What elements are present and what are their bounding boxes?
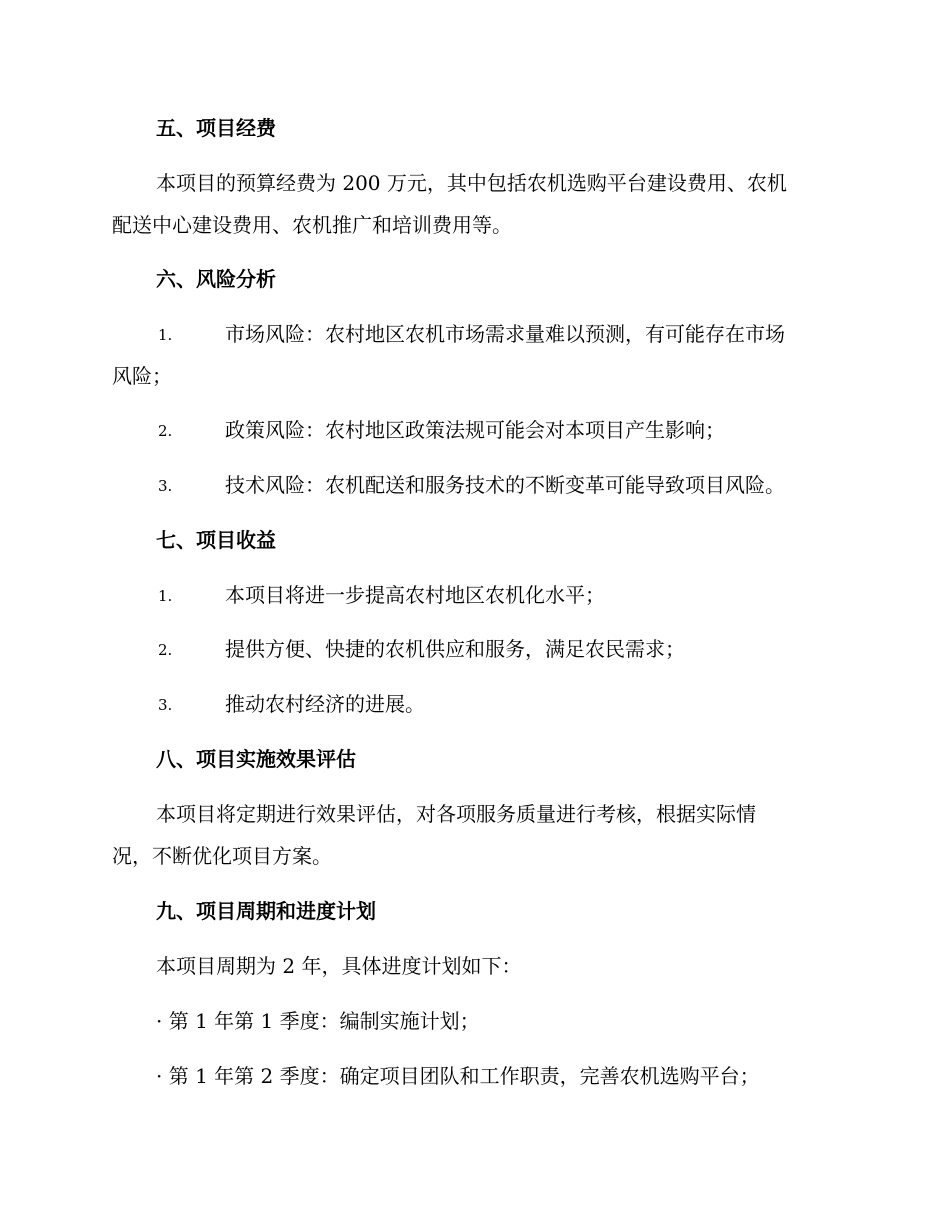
risk-item-technology: 技术风险：农机配送和服务技术的不断变革可能导致项目风险。: [225, 473, 785, 497]
list-number: 3.: [158, 696, 173, 714]
section-heading-evaluation: 八、项目实施效果评估: [156, 747, 356, 771]
section-heading-benefits: 七、项目收益: [156, 528, 276, 552]
funding-paragraph-line-2: 配送中心建设费用、农机推广和培训费用等。: [112, 213, 512, 237]
list-number: 2.: [158, 422, 173, 440]
list-number: 1.: [158, 587, 173, 605]
list-number: 3.: [158, 477, 173, 495]
evaluation-paragraph-line-1: 本项目将定期进行效果评估，对各项服务质量进行考核，根据实际情: [156, 802, 756, 826]
benefit-item: 推动农村经济的进展。: [225, 692, 425, 716]
risk-item-market-line-2: 风险；: [112, 364, 172, 388]
list-number: 2.: [158, 641, 173, 659]
section-heading-funding: 五、项目经费: [156, 116, 276, 140]
schedule-intro: 本项目周期为 2 年，具体进度计划如下：: [156, 954, 522, 978]
section-heading-schedule: 九、项目周期和进度计划: [156, 899, 376, 923]
list-number: 1.: [158, 326, 173, 344]
section-heading-risk: 六、风险分析: [156, 267, 276, 291]
benefit-item: 本项目将进一步提高农村地区农机化水平；: [225, 583, 605, 607]
evaluation-paragraph-line-2: 况，不断优化项目方案。: [112, 844, 332, 868]
schedule-bullet-item: · 第 1 年第 2 季度：确定项目团队和工作职责，完善农机选购平台；: [156, 1064, 760, 1088]
risk-item-market-line-1: 市场风险：农村地区农机市场需求量难以预测，有可能存在市场: [225, 322, 785, 346]
benefit-item: 提供方便、快捷的农机供应和服务，满足农民需求；: [225, 637, 685, 661]
funding-paragraph-line-1: 本项目的预算经费为 200 万元，其中包括农机选购平台建设费用、农机: [156, 171, 787, 195]
schedule-bullet-item: · 第 1 年第 1 季度：编制实施计划；: [156, 1009, 480, 1033]
risk-item-policy: 政策风险：农村地区政策法规可能会对本项目产生影响；: [225, 418, 725, 442]
